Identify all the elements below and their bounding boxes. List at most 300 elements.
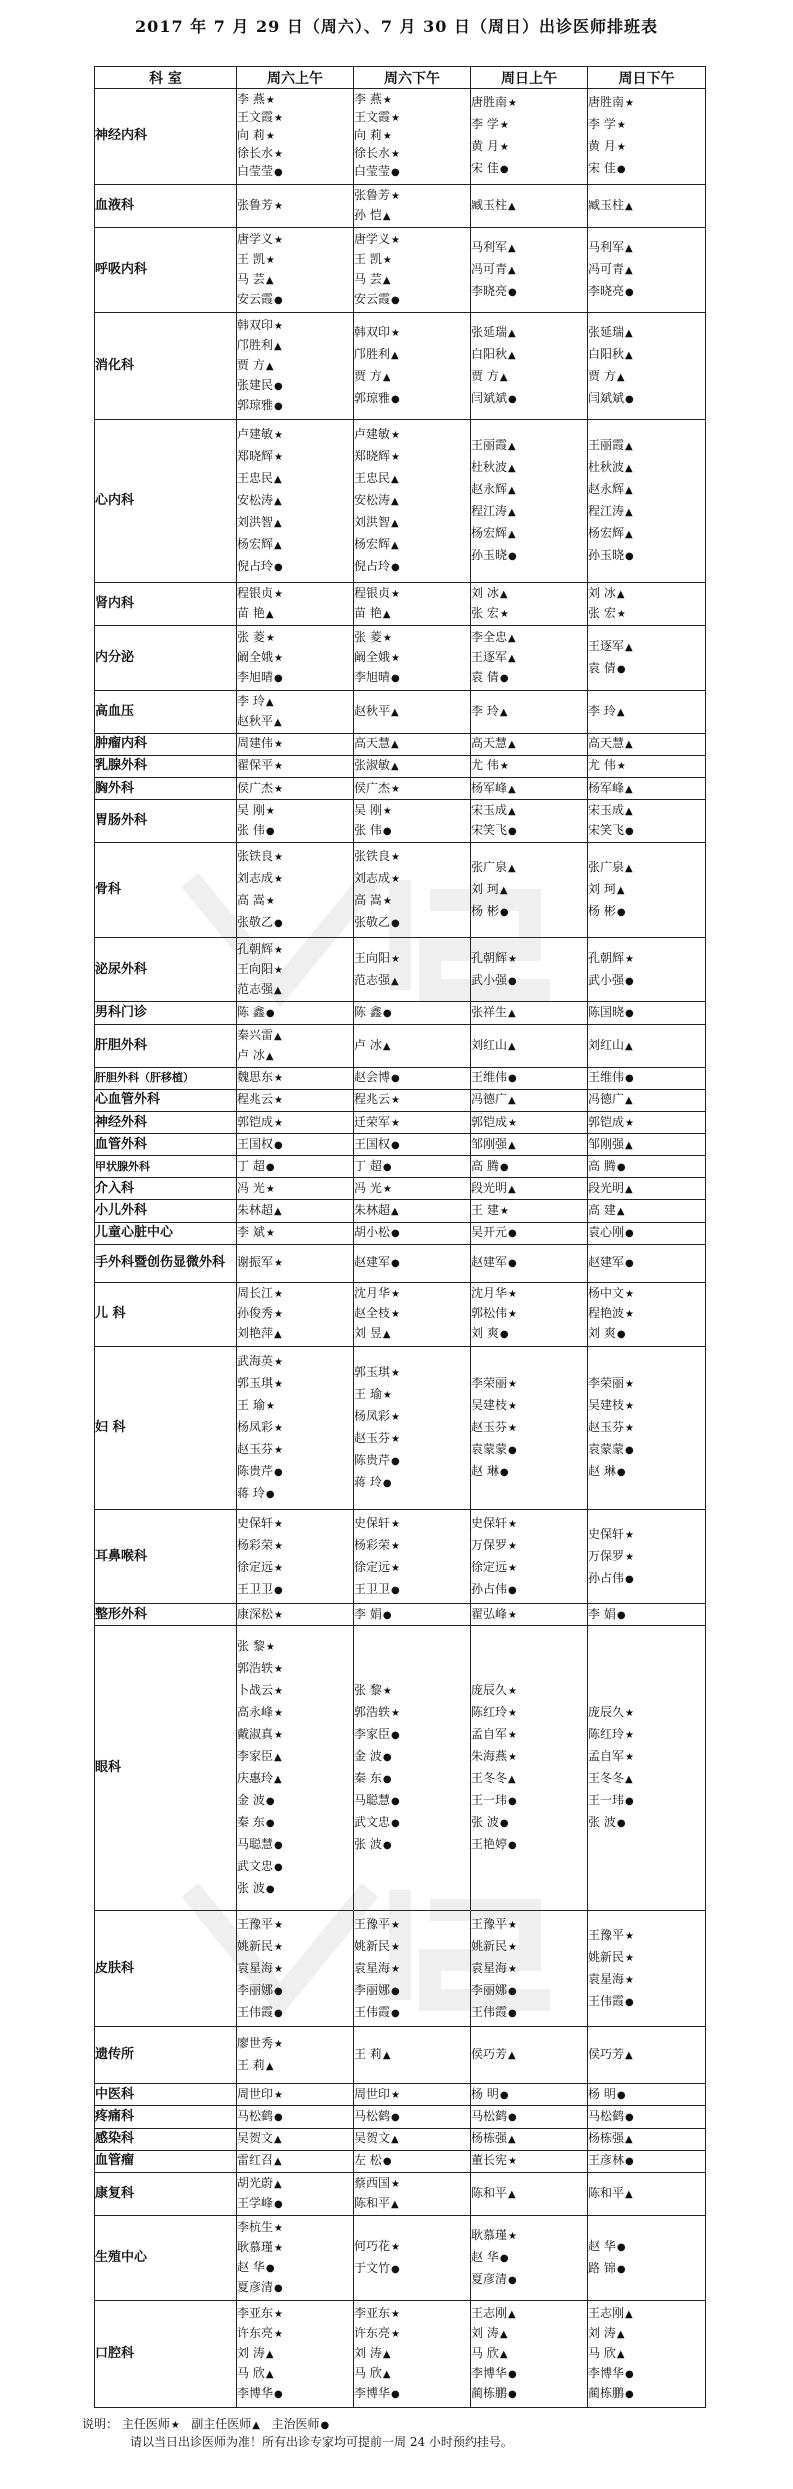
rank-mark-icon: ★: [382, 1183, 392, 1195]
schedule-cell: [588, 1134, 706, 1156]
rank-mark-icon: ●: [625, 2112, 634, 2124]
doctor-name: 张 黎: [354, 1682, 382, 1697]
rank-mark-icon: ▲: [265, 275, 274, 287]
rank-mark-icon: ▲: [625, 328, 633, 340]
doctor-entry: [588, 1252, 705, 1274]
schedule-cell: [354, 1156, 471, 1178]
rank-mark-icon: ●: [382, 1007, 392, 1019]
doctor-name: 李 燕: [237, 92, 265, 107]
rank-mark-icon: ★: [391, 1963, 400, 1975]
doctor-entry: [237, 1680, 353, 1702]
doctor-name: 高 嵩: [354, 893, 382, 908]
doctor-name: 金 波: [354, 1748, 382, 1763]
rank-mark-icon: ★: [616, 609, 626, 621]
rank-mark-icon: ★: [274, 1309, 283, 1321]
doctor-entry: [354, 490, 470, 512]
rank-mark-icon: ▲: [391, 706, 399, 718]
doctor-name: 蔺栋鹏: [471, 2386, 508, 2401]
department-name: 心内科: [95, 419, 237, 582]
doctor-entry: [471, 628, 587, 648]
schedule-cell: [588, 1178, 706, 1200]
legend-chief-mark: ★: [170, 2420, 180, 2431]
doctor-name: 沈月华: [354, 1286, 391, 1301]
doctor-entry: [471, 457, 587, 479]
schedule-cell: [237, 938, 354, 1002]
doctor-entry: [237, 2174, 353, 2194]
schedule-cell: [237, 2128, 354, 2150]
rank-mark-icon: ●: [508, 826, 517, 838]
doctor-entry: [237, 1201, 353, 1221]
schedule-cell: [354, 2027, 471, 2084]
rank-mark-icon: ●: [274, 918, 283, 930]
doctor-entry: [354, 1324, 470, 1344]
doctor-entry: [237, 1439, 353, 1461]
doctor-entry: [354, 801, 470, 821]
doctor-name: 白阳秋: [588, 347, 625, 362]
doctor-entry: [237, 2129, 353, 2149]
doctor-name: 邝胜利: [354, 347, 391, 362]
schedule-cell: [471, 1222, 588, 1244]
doctor-entry: [471, 237, 587, 259]
doctor-entry: [237, 446, 353, 468]
doctor-name: 孟自军: [471, 1726, 508, 1741]
schedule-cell: [237, 1002, 354, 1024]
rank-mark-icon: ●: [265, 826, 275, 838]
rank-mark-icon: ●: [391, 918, 400, 930]
rank-mark-icon: ●: [508, 1985, 517, 1997]
schedule-cell: [237, 755, 354, 777]
doctor-entry: [471, 901, 587, 923]
doctor-name: 冯可青: [471, 262, 508, 277]
legend: [82, 2416, 762, 2451]
doctor-name: 袁 倩: [588, 660, 616, 675]
doctor-entry: [588, 479, 705, 501]
doctor-entry: [354, 322, 470, 344]
doctor-entry: [354, 948, 470, 970]
doctor-entry: [354, 2236, 470, 2258]
department-name: 肿瘤内科: [95, 733, 237, 755]
doctor-name: 刘 涛: [237, 2346, 265, 2361]
rank-mark-icon: ★: [274, 739, 283, 751]
doctor-entry: [471, 158, 587, 180]
department-name: 肝胆外科: [95, 1024, 237, 1067]
rank-mark-icon: ●: [508, 1584, 517, 1596]
doctor-entry: [237, 468, 353, 490]
doctor-entry: [471, 1252, 587, 1274]
schedule-cell: [471, 2128, 588, 2150]
rank-mark-icon: ●: [499, 672, 509, 684]
department-name: 整形外科: [95, 1603, 237, 1625]
doctor-name: 王维伟: [588, 1070, 625, 1085]
doctor-name: 贾 方: [588, 369, 616, 384]
rank-mark-icon: ▲: [616, 2329, 625, 2341]
doctor-name: 安松涛: [354, 492, 391, 507]
schedule-cell: [588, 313, 706, 419]
doctor-name: 袁星海: [237, 1960, 274, 1975]
doctor-entry: [237, 801, 353, 821]
doctor-entry: [588, 1790, 705, 1812]
schedule-cell: [354, 313, 471, 419]
rank-mark-icon: ★: [391, 190, 400, 202]
doctor-entry: [471, 879, 587, 901]
rank-mark-icon: ★: [382, 255, 392, 267]
doctor-name: 刘洪智: [237, 514, 274, 529]
schedule-cell: [354, 1089, 471, 1111]
doctor-entry: [354, 230, 470, 250]
doctor-entry: [354, 1472, 470, 1494]
doctor-entry: [237, 1351, 353, 1373]
rank-mark-icon: ▲: [625, 2188, 633, 2200]
doctor-entry: [237, 424, 353, 446]
doctor-entry: [354, 2384, 470, 2404]
doctor-name: 陈红玲: [471, 1704, 508, 1719]
doctor-name: 唐学义: [237, 232, 274, 247]
doctor-entry: [588, 114, 705, 136]
doctor-entry: [588, 2364, 705, 2384]
rank-mark-icon: ●: [382, 1609, 392, 1621]
schedule-cell: [237, 2172, 354, 2215]
doctor-name: 耿慕瑾: [237, 2240, 274, 2255]
rank-mark-icon: ▲: [625, 1183, 633, 1195]
rank-mark-icon: ▲: [391, 517, 399, 529]
table-row: [95, 1346, 706, 1509]
schedule-cell: [588, 419, 706, 582]
rank-mark-icon: ▲: [508, 632, 516, 644]
rank-mark-icon: ★: [625, 1529, 634, 1541]
doctor-entry: [471, 2085, 587, 2105]
doctor-name: 谢振军: [237, 1255, 274, 1270]
schedule-cell: [588, 1222, 706, 1244]
doctor-name: 王冬冬: [471, 1770, 508, 1785]
schedule-cell: [237, 1282, 354, 1346]
doctor-name: 杨栋强: [588, 2131, 625, 2146]
department-name: 手外科暨创伤显微外科: [95, 1244, 237, 1282]
schedule-cell: [354, 2150, 471, 2172]
table-row: [95, 1134, 706, 1156]
rank-mark-icon: ●: [274, 2283, 283, 2295]
table-row: [95, 1222, 706, 1244]
rank-mark-icon: ▲: [274, 539, 282, 551]
doctor-entry: [471, 701, 587, 723]
rank-mark-icon: ●: [616, 1467, 626, 1479]
rank-mark-icon: ▲: [508, 462, 516, 474]
department-name: 口腔科: [95, 2301, 237, 2408]
rank-mark-icon: ★: [274, 964, 283, 976]
doctor-entry: [237, 270, 353, 290]
legend-line: [82, 2416, 762, 2434]
doctor-name: 王丽霞: [588, 437, 625, 452]
table-row: [95, 1156, 706, 1178]
rank-mark-icon: ●: [391, 1985, 400, 1997]
rank-mark-icon: ▲: [265, 2349, 274, 2361]
rank-mark-icon: ▲: [382, 210, 391, 222]
doctor-name: 张 宏: [471, 606, 499, 621]
rank-mark-icon: ▲: [274, 984, 282, 996]
department-name: 小儿外科: [95, 1200, 237, 1222]
schedule-cell: [237, 2084, 354, 2106]
rank-mark-icon: ★: [274, 149, 283, 161]
doctor-entry: [588, 636, 705, 658]
doctor-name: 马松鹤: [237, 2109, 274, 2124]
table-row: [95, 313, 706, 419]
department-name: 神经内科: [95, 89, 237, 185]
rank-mark-icon: ★: [274, 1379, 283, 1391]
doctor-name: 赵全枝: [354, 1306, 391, 1321]
doctor-name: 贾 方: [237, 358, 265, 373]
doctor-entry: [588, 259, 705, 281]
doctor-name: 程银贞: [354, 586, 391, 601]
doctor-name: 白阳秋: [471, 347, 508, 362]
rank-mark-icon: ●: [625, 394, 634, 406]
doctor-entry: [588, 1925, 705, 1947]
doctor-entry: [588, 1947, 705, 1969]
rank-mark-icon: ★: [274, 451, 283, 463]
doctor-name: 张铁良: [237, 849, 274, 864]
schedule-cell: [354, 1134, 471, 1156]
doctor-name: 高 腾: [471, 1158, 499, 1173]
doctor-entry: [588, 92, 705, 114]
schedule-cell: [237, 313, 354, 419]
doctor-name: 王豫平: [237, 1916, 274, 1931]
doctor-entry: [588, 1135, 705, 1155]
rank-mark-icon: ●: [625, 975, 634, 987]
doctor-name: 李晓亮: [471, 284, 508, 299]
rank-mark-icon: ★: [274, 1518, 283, 1530]
schedule-cell: [354, 1910, 471, 2027]
doctor-name: 蒋 玲: [354, 1475, 382, 1490]
rank-mark-icon: ★: [274, 1073, 283, 1085]
schedule-cell: [354, 184, 471, 227]
doctor-entry: [471, 668, 587, 688]
doctor-name: 马利军: [471, 240, 508, 255]
rank-mark-icon: ▲: [499, 2329, 508, 2341]
rank-mark-icon: ▲: [499, 372, 508, 384]
doctor-entry: [237, 2258, 353, 2278]
doctor-entry: [237, 1579, 353, 1601]
doctor-name: 陈和平: [471, 2185, 508, 2200]
doctor-entry: [471, 1090, 587, 1110]
doctor-name: 郑晓辉: [354, 448, 391, 463]
table-row: [95, 800, 706, 843]
doctor-entry: [471, 1324, 587, 1344]
doctor-entry: [471, 2344, 587, 2364]
doctor-name: 李杭生: [237, 2220, 274, 2235]
doctor-entry: [354, 1284, 470, 1304]
doctor-name: 张 波: [471, 1814, 499, 1829]
rank-mark-icon: ▲: [508, 806, 516, 818]
doctor-entry: [354, 970, 470, 992]
doctor-name: 刘 爽: [588, 1326, 616, 1341]
doctor-entry: [471, 92, 587, 114]
doctor-entry: [237, 980, 353, 1000]
schedule-cell: [237, 1510, 354, 1604]
doctor-entry: [471, 1135, 587, 1155]
schedule-cell: [588, 2301, 706, 2408]
rank-mark-icon: ●: [382, 1161, 392, 1173]
rank-mark-icon: ★: [499, 761, 509, 773]
schedule-cell: [588, 2084, 706, 2106]
rank-mark-icon: ▲: [265, 2369, 274, 2381]
rank-mark-icon: ★: [391, 1434, 400, 1446]
rank-mark-icon: ▲: [382, 2349, 391, 2361]
rank-mark-icon: ▲: [508, 200, 516, 212]
rank-mark-icon: ●: [508, 287, 517, 299]
doctor-entry: [237, 1658, 353, 1680]
doctor-name: 王一玮: [471, 1792, 508, 1807]
schedule-cell: [354, 2084, 471, 2106]
doctor-name: 吴建枝: [588, 1398, 625, 1413]
doctor-name: 王向阳: [237, 961, 274, 976]
doctor-name: 杨军峰: [471, 780, 508, 795]
doctor-name: 邹刚强: [471, 1136, 508, 1151]
rank-mark-icon: ★: [274, 1289, 283, 1301]
schedule-cell: [471, 843, 588, 938]
doctor-entry: [354, 1702, 470, 1724]
doctor-entry: [588, 2151, 705, 2171]
schedule-cell: [588, 755, 706, 777]
doctor-name: 张 宏: [588, 606, 616, 621]
doctor-name: 唐胜南: [471, 95, 508, 110]
department-name: 神经外科: [95, 1111, 237, 1133]
doctor-name: 李丽娜: [471, 1982, 508, 1997]
doctor-entry: [237, 1768, 353, 1790]
schedule-cell: [354, 1244, 471, 1282]
doctor-name: 王一玮: [588, 1792, 625, 1807]
doctor-name: 马松鹤: [588, 2109, 625, 2124]
doctor-name: 杨 彬: [471, 904, 499, 919]
doctor-entry: [471, 1702, 587, 1724]
rank-mark-icon: ★: [625, 1930, 634, 1942]
table-row: [95, 184, 706, 227]
schedule-cell: [354, 419, 471, 582]
schedule-cell: [471, 733, 588, 755]
department-name: 疼痛科: [95, 2106, 237, 2128]
doctor-entry: [471, 1680, 587, 1702]
doctor-name: 徐长水: [237, 146, 274, 161]
doctor-name: 赵永辉: [588, 481, 625, 496]
doctor-entry: [237, 1980, 353, 2002]
rank-mark-icon: ▲: [265, 609, 274, 621]
table-row: [95, 1178, 706, 1200]
doctor-name: 刘 昱: [354, 1326, 382, 1341]
doctor-name: 迁荣军: [354, 1114, 391, 1129]
doctor-entry: [237, 1395, 353, 1417]
rank-mark-icon: ★: [265, 1183, 275, 1195]
schedule-cell: [588, 938, 706, 1002]
rank-mark-icon: ▲: [616, 2349, 625, 2361]
rank-mark-icon: ●: [265, 1489, 275, 1501]
doctor-entry: [237, 1113, 353, 1133]
doctor-entry: [237, 821, 353, 841]
doctor-entry: [471, 2324, 587, 2344]
department-name: 感染科: [95, 2128, 237, 2150]
doctor-entry: [471, 501, 587, 523]
doctor-name: 王伟霞: [471, 2004, 508, 2019]
doctor-name: 王彦林: [588, 2153, 625, 2168]
doctor-name: 宋玉成: [471, 803, 508, 818]
doctor-entry: [237, 1914, 353, 1936]
schedule-cell: [471, 938, 588, 1002]
doctor-entry: [237, 230, 353, 250]
doctor-entry: [354, 1605, 470, 1625]
doctor-entry: [588, 1991, 705, 2013]
schedule-cell: [471, 1244, 588, 1282]
rank-mark-icon: ★: [274, 783, 283, 795]
rank-mark-icon: ●: [274, 401, 283, 413]
rank-mark-icon: ★: [382, 95, 392, 107]
rank-mark-icon: ★: [391, 1117, 400, 1129]
rank-mark-icon: ★: [616, 761, 626, 773]
schedule-cell: [588, 1024, 706, 1067]
doctor-name: 孙玉晓: [588, 547, 625, 562]
doctor-entry: [237, 1605, 353, 1625]
doctor-entry: [471, 1003, 587, 1023]
doctor-name: 郭铠成: [237, 1114, 274, 1129]
doctor-name: 郭浩轶: [237, 1660, 274, 1675]
doctor-entry: [354, 145, 470, 163]
doctor-entry: [471, 1914, 587, 1936]
doctor-entry: [237, 2151, 353, 2171]
rank-mark-icon: ▲: [625, 200, 633, 212]
rank-mark-icon: ●: [616, 907, 626, 919]
doctor-entry: [237, 1284, 353, 1304]
header-dept: 科 室: [95, 67, 237, 89]
doctor-entry: [354, 250, 470, 270]
rank-mark-icon: ★: [265, 95, 275, 107]
department-name: 生殖中心: [95, 2216, 237, 2301]
doctor-entry: [471, 545, 587, 567]
rank-mark-icon: ●: [382, 1478, 392, 1490]
schedule-cell: [471, 1067, 588, 1089]
table-row: [95, 1024, 706, 1067]
rank-mark-icon: ▲: [625, 2134, 633, 2146]
doctor-name: 赵玉芬: [471, 1420, 508, 1435]
rank-mark-icon: ●: [625, 1445, 634, 1457]
doctor-entry: [588, 857, 705, 879]
schedule-cell: [237, 2216, 354, 2301]
doctor-name: 张敬乙: [354, 915, 391, 930]
doctor-entry: [588, 1524, 705, 1546]
doctor-name: 宋 佳: [588, 161, 616, 176]
doctor-entry: [237, 846, 353, 868]
doctor-entry: [237, 2085, 353, 2105]
rank-mark-icon: ★: [391, 874, 400, 886]
doctor-entry: [237, 1373, 353, 1395]
schedule-cell: [237, 1089, 354, 1111]
doctor-name: 李亚东: [354, 2306, 391, 2321]
schedule-cell: [588, 1089, 706, 1111]
doctor-name: 王 莉: [237, 2058, 265, 2073]
doctor-name: 宋笑飞: [588, 823, 625, 838]
doctor-name: 赵 华: [471, 2250, 499, 2265]
table-row: [95, 626, 706, 690]
doctor-name: 邝胜利: [237, 338, 274, 353]
department-name: 呼吸内科: [95, 228, 237, 313]
doctor-name: 胡光蔚: [237, 2175, 274, 2190]
doctor-name: 周长江: [237, 1286, 274, 1301]
doctor-entry: [588, 1373, 705, 1395]
doctor-entry: [588, 1702, 705, 1724]
doctor-name: 韩双印: [354, 325, 391, 340]
rank-mark-icon: ★: [391, 852, 400, 864]
rank-mark-icon: ★: [508, 98, 517, 110]
rank-mark-icon: ★: [391, 1289, 400, 1301]
schedule-cell: [237, 626, 354, 690]
doctor-name: 冯 光: [237, 1180, 265, 1195]
rank-mark-icon: ▲: [391, 739, 399, 751]
schedule-cell: [588, 2150, 706, 2172]
table-row: [95, 89, 706, 185]
